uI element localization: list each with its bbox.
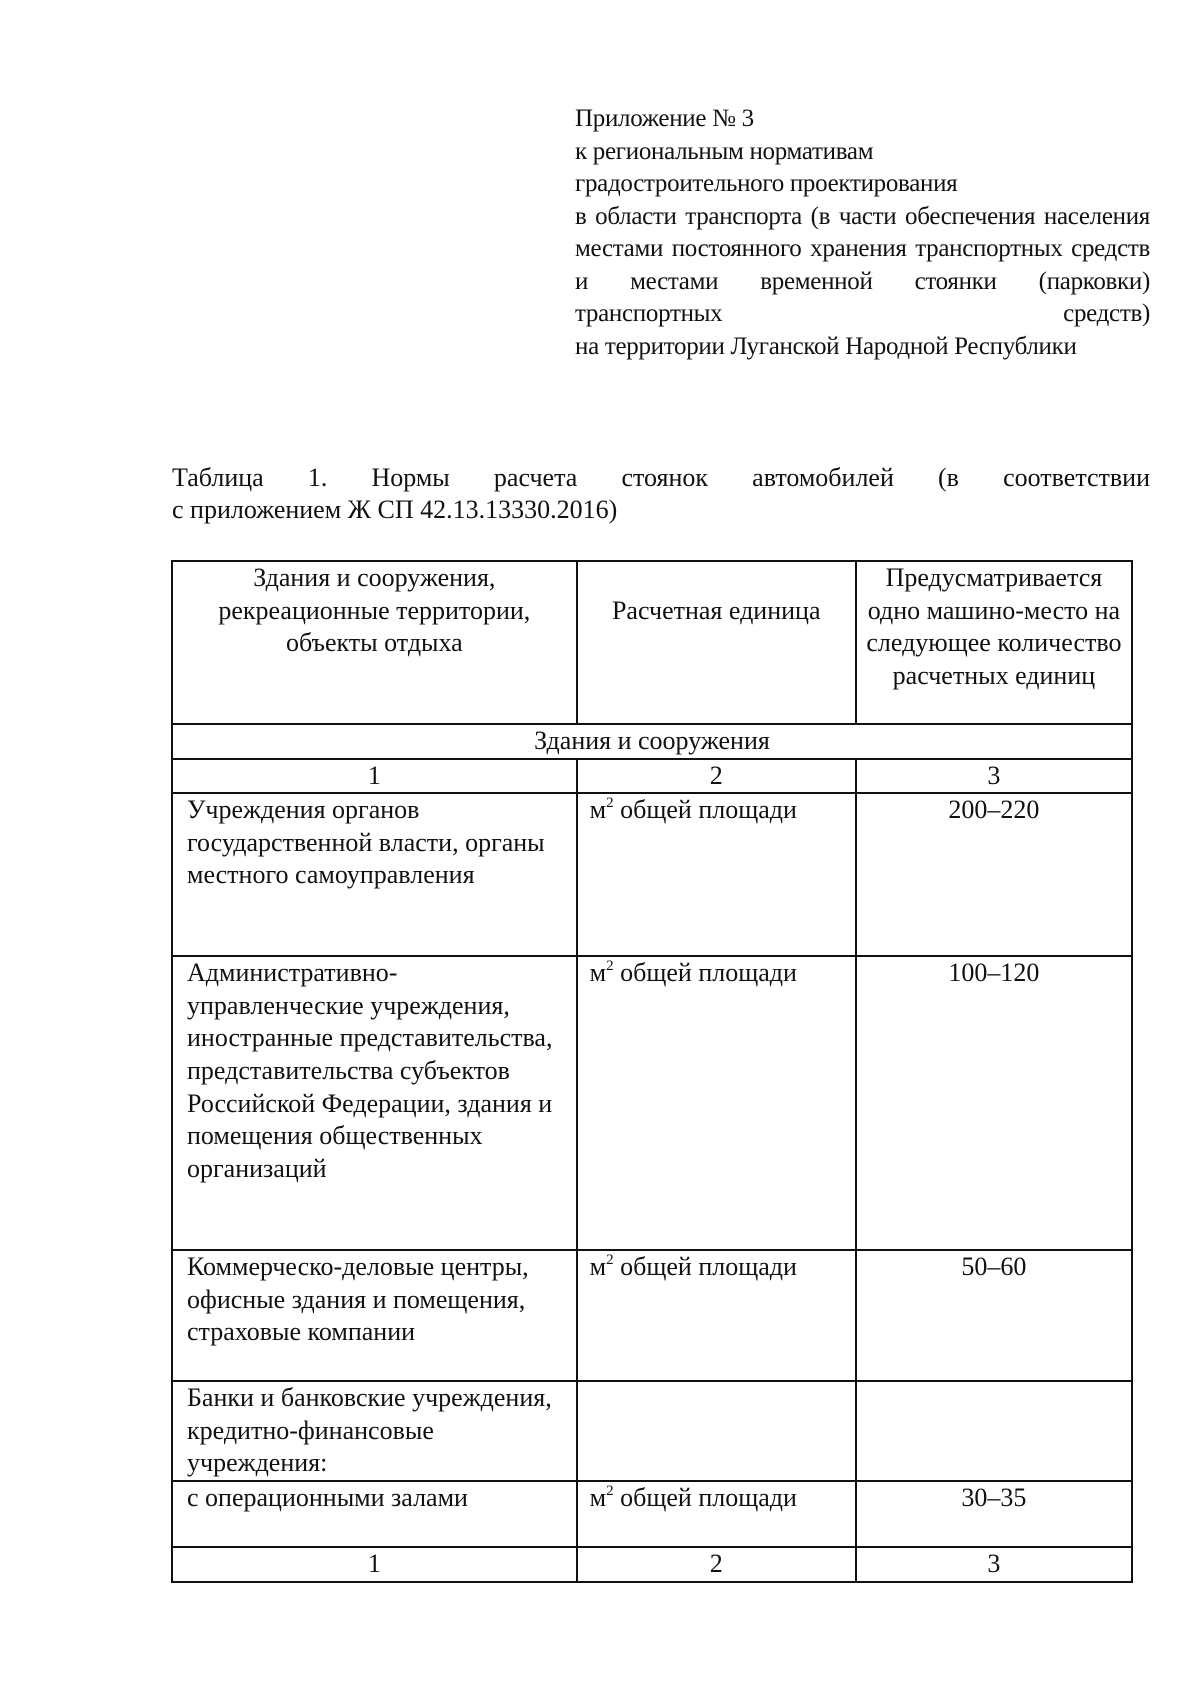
unit-prefix: м <box>589 795 607 825</box>
row-name: с операционными залами <box>172 1481 577 1547</box>
column-number-1: 1 <box>172 759 577 794</box>
section-row <box>172 724 1132 759</box>
column-number-2: 2 <box>577 759 856 794</box>
column-number-1: 1 <box>172 1547 577 1582</box>
column-numbers-row <box>172 759 1132 794</box>
unit-prefix: м <box>589 1482 607 1512</box>
row-unit <box>577 1250 856 1381</box>
row-unit-empty <box>577 1381 856 1481</box>
table-row <box>172 1481 1132 1547</box>
header-parking-ratio: Предусматривается одно машино-место на следующее количество расчетных единиц <box>856 561 1132 724</box>
table-header-row <box>172 561 1132 724</box>
row-value <box>856 1381 1132 1481</box>
column-number-3: 3 <box>856 759 1132 794</box>
section-title: Здания и сооружения <box>172 724 1132 759</box>
unit-prefix: м <box>589 958 607 988</box>
appendix-line-3: градостроительного проектирования <box>575 170 958 197</box>
row-unit <box>577 1481 856 1547</box>
row-name: Административно-управленческие учреждения, иностранные представительства, представительства субъектов Российской Федерации, здания и помещения общественных организаций <box>172 956 577 1250</box>
column-number-2: 2 <box>577 1547 856 1582</box>
table-row <box>172 956 1132 1250</box>
row-value: 100–120 <box>856 956 1132 1250</box>
header-buildings: Здания и сооружения, рекреационные территории, объекты отдыха <box>172 561 577 724</box>
table-row <box>172 1381 1132 1481</box>
appendix-note <box>575 103 1150 363</box>
row-name: Коммерческо-деловые центры, офисные здания и помещения, страховые компании <box>172 1250 577 1381</box>
unit-superscript: 2 <box>606 1482 614 1499</box>
row-name: Учреждения органов государственной власти, органы местного самоуправления <box>172 793 577 956</box>
appendix-line-2: к региональным нормативам <box>575 137 874 165</box>
unit-suffix: общей площади <box>613 958 797 988</box>
parking-norms-table <box>171 560 1133 1583</box>
table-row <box>172 1250 1132 1381</box>
header-unit: Расчетная единица <box>577 561 856 724</box>
unit-superscript: 2 <box>606 958 614 975</box>
table-caption-line-1: Таблица 1. Нормы расчета стоянок автомобилей (в соответствии <box>172 463 1150 492</box>
table-caption-line-2: с приложением Ж СП 42.13.13330.2016) <box>172 495 618 524</box>
unit-suffix: общей площади <box>613 1482 797 1512</box>
row-name: Банки и банковские учреждения, кредитно-финансовые учреждения: <box>172 1381 577 1481</box>
unit-suffix: общей площади <box>613 795 797 825</box>
appendix-line-4: в области транспорта (в части обеспечения населения местами постоянного хранения транспортных средств и местами временной стоянки (парковки) транспортных средств) <box>575 202 1150 327</box>
row-value: 200–220 <box>856 793 1132 956</box>
unit-superscript: 2 <box>606 1252 614 1269</box>
row-unit <box>577 793 856 956</box>
row-value: 30–35 <box>856 1481 1132 1547</box>
appendix-line-5: на территории Луганской Народной Республики <box>575 332 1077 360</box>
column-number-3: 3 <box>856 1547 1132 1582</box>
table-row <box>172 793 1132 956</box>
unit-superscript: 2 <box>606 795 614 812</box>
table-caption <box>172 462 1150 526</box>
appendix-number: Приложение № 3 <box>575 105 754 132</box>
row-value: 50–60 <box>856 1250 1132 1381</box>
row-unit <box>577 956 856 1250</box>
column-numbers-row-repeat <box>172 1547 1132 1582</box>
unit-prefix: м <box>589 1252 607 1282</box>
unit-suffix: общей площади <box>613 1252 797 1282</box>
